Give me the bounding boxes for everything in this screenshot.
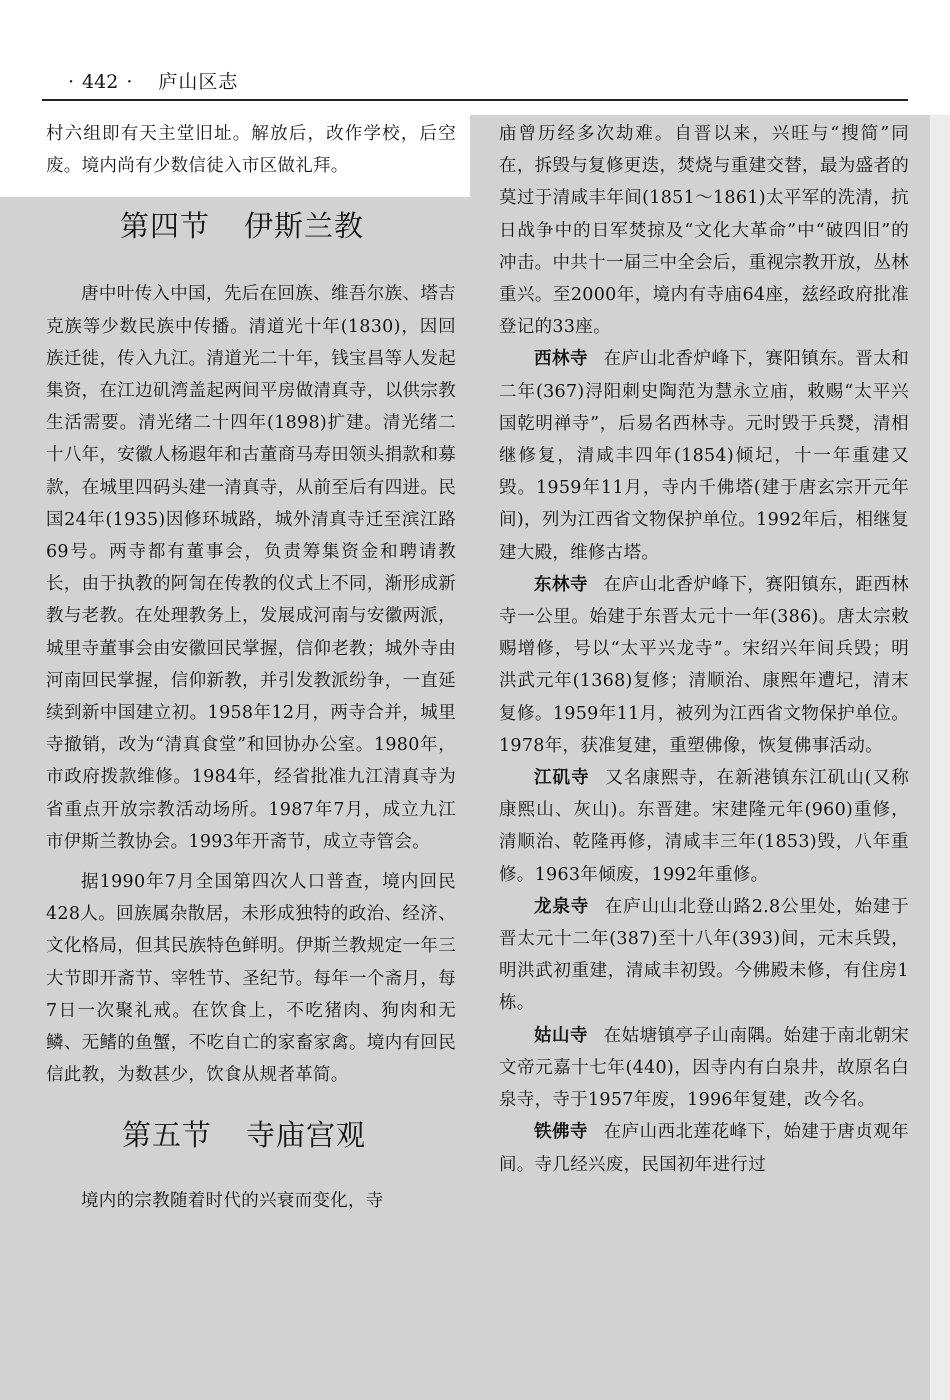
- running-header: [60, 68, 238, 96]
- temple-text: 在庐山北香炉峰下，赛阳镇东。晋太和二年(367)浔阳刺史陶范为慧永立庙，敕赐“太平兴国乾明禅寺”，后易名西林寺。元时毁于兵燹，清相继修复，清咸丰四年(1854)倾圮，十一年重建又毁。1959年11月，寺内千佛塔(建于唐玄宗开元年间)，列为江西省文物保护单位。1992年后，相继复建大殿，维修古塔。: [499, 349, 909, 563]
- temple-entry: [499, 569, 909, 762]
- temple-name: 西林寺: [534, 349, 588, 370]
- section-number: 第四节: [120, 209, 211, 244]
- header-dot: ·: [126, 71, 133, 93]
- temple-text: 在庐山西北莲花峰下，始建于唐贞观年间。寺几经兴废，民国初年进行过: [499, 1122, 909, 1175]
- temples-intro-paragraph: 境内的宗教随着时代的兴衰而变化，寺: [81, 1191, 384, 1212]
- section-title: 伊斯兰教: [244, 209, 365, 244]
- left-column: [46, 118, 456, 1218]
- continued-paragraph: 村六组即有天主堂旧址。解放后，改作学校，后空废。境内尚有少数信徒入市区做礼拜。: [46, 124, 456, 177]
- temple-name: 铁佛寺: [534, 1122, 588, 1143]
- temple-entry: [499, 891, 909, 1020]
- temple-text: 又名康熙寺，在新港镇东江矶山(又称康熙山、灰山)。东晋建。宋建隆元年(960)重修，清顺治、乾隆再修，清咸丰三年(1853)毁，八年重修。1963年倾废，1992年重修。: [499, 768, 909, 885]
- header-dot: ·: [68, 71, 75, 93]
- temple-name: 江矶寺: [534, 768, 590, 789]
- page-right-edge: [930, 115, 950, 1400]
- page-number: 442: [82, 71, 119, 93]
- temple-entry: [499, 1020, 909, 1117]
- temple-text: 在庐山山北登山路2.8公里处，始建于晋太元十二年(387)至十八年(393)间，元末兵毁，明洪武初重建，清咸丰初毁。今佛殿未修，有住房1栋。: [499, 896, 909, 1014]
- temple-entry: [499, 1116, 909, 1180]
- islam-paragraph-2: 据1990年7月全国第四次人口普查，境内回民428人。回族属杂散居，未形成独特的政治、经济、文化格局，但其民族特色鲜明。伊斯兰教规定一年三大节即开斋节、宰牲节、圣纪节。每年一个斋月，每7日一次聚礼戒。在饮食上，不吃猪肉、狗肉和无鳞、无鳍的鱼蟹，不吃自亡的家畜家禽。境内有回民信此教，为数甚少，饮食从规者革简。: [46, 872, 456, 1086]
- temple-name: 龙泉寺: [534, 896, 590, 917]
- book-title: 庐山区志: [158, 71, 239, 93]
- temple-text: 在姑塘镇亭子山南隅。始建于南北朝宋文帝元嘉十七年(440)，因寺内有白泉井，故原名白泉寺，寺于1957年废，1996年复建，改今名。: [499, 1025, 909, 1111]
- section-heading-islam: [120, 206, 456, 246]
- right-column: [499, 118, 909, 1181]
- header-rule: [42, 99, 908, 101]
- temples-intro-continued: 庙曾历经多次劫难。自晋以来，兴旺与“搜简”同在，拆毁与复修更迭，焚烧与重建交替，最为盛者的莫过于清咸丰年间(1851～1861)太平军的洗清，抗日战争中的日军焚掠及“文化大革命”中“破四旧”的冲击。中共十一届三中全会后，重视宗教开放，丛林重兴。至2000年，境内有寺庙64座，兹经政府批准登记的33座。: [499, 124, 909, 338]
- temple-name: 东林寺: [534, 574, 588, 595]
- page-top-band: [0, 0, 950, 115]
- islam-paragraph-1: 唐中叶传入中国，先后在回族、维吾尔族、塔吉克族等少数民族中传播。清道光十年(1830)，因回族迁徙，传入九江。清道光二十年，钱宝昌等人发起集资，在江边矶湾盖起两间平房做清真寺，以供宗教生活需要。清光绪二十四年(1898)扩建。清光绪二十八年，安徽人杨遐年和古董商马寿田领头捐款和募款，在城里四码头建一清真寺，从前至后有四进。民国24年(1935)因修环城路，城外清真寺迁至滨江路69号。两寺都有董事会，负责筹集资金和聘请教长，由于执教的阿訇在传教的仪式上不同，渐形成新教与老教。在处理教务上，发展成河南与安徽两派，城里寺董事会由安徽回民掌握，信仰老教；城外寺由河南回民掌握，信仰新教，并引发教派纷争，一直延续到新中国建立初。1958年12月，两寺合并，城里寺撤销，改为“清真食堂”和回协办公室。1980年，市政府拨款维修。1984年，经省批准九江清真寺为省重点开放宗教活动场所。1987年7月，成立九江市伊斯兰教协会。1993年开斋节，成立寺管会。: [46, 284, 456, 852]
- section-number: 第五节: [122, 1118, 213, 1153]
- section-heading-temples: [122, 1115, 456, 1155]
- section-title: 寺庙宫观: [246, 1118, 367, 1153]
- temple-text: 在庐山北香炉峰下，赛阳镇东，距西林寺一公里。始建于东晋太元十一年(386)。唐太宗敕赐增修，号以“太平兴龙寺”。宋绍兴年间兵毁；明洪武元年(1368)复修；清顺治、康熙年遭圮，清末复修。1959年11月，被列为江西省文物保护单位。1978年，获准复建，重塑佛像，恢复佛事活动。: [499, 574, 909, 756]
- temple-entry: [499, 343, 909, 568]
- temple-entry: [499, 762, 909, 891]
- temple-name: 姑山寺: [534, 1025, 588, 1046]
